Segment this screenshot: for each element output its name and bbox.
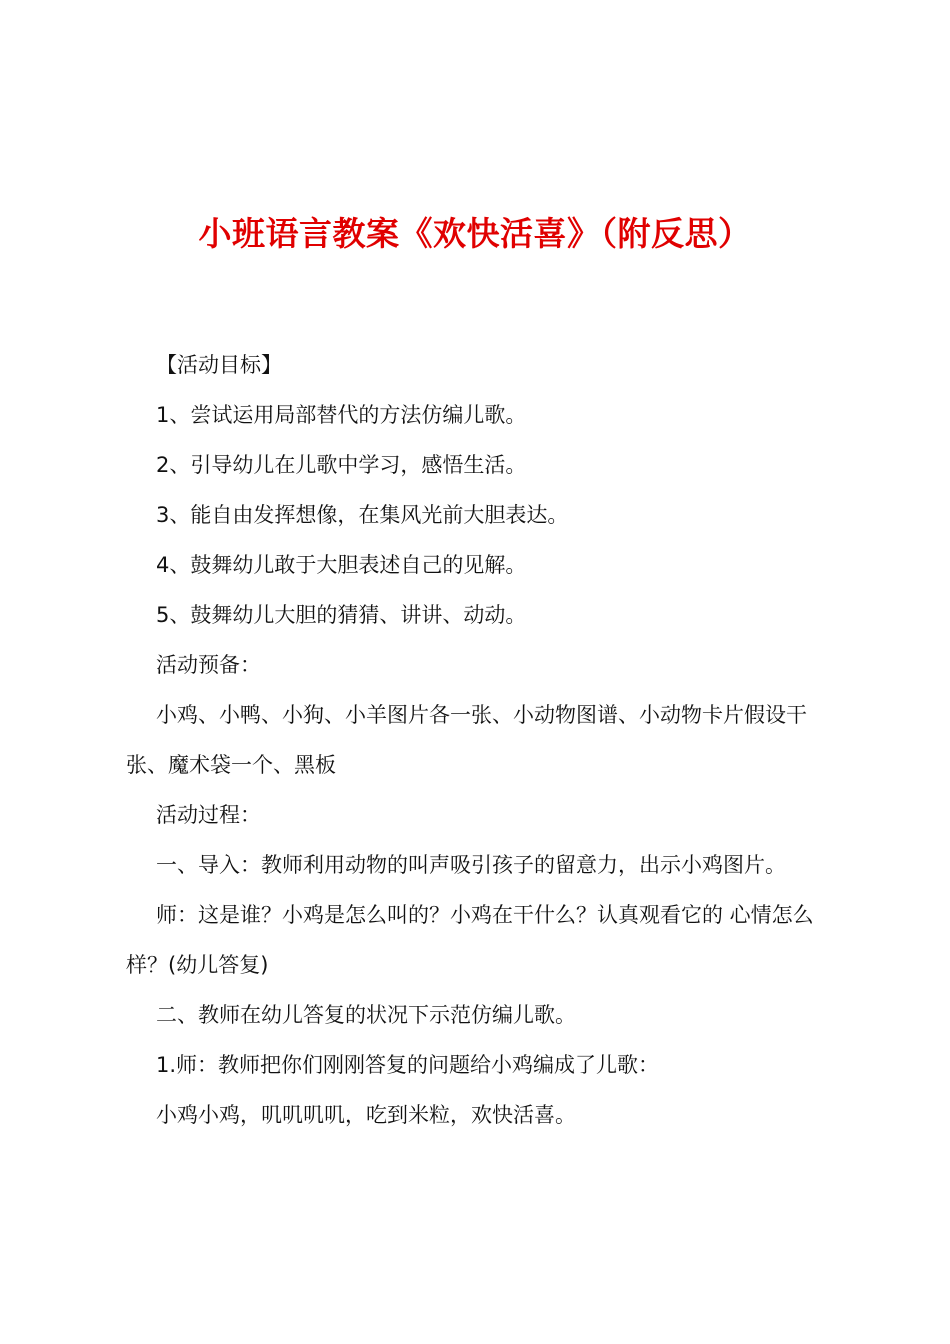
section-heading-preparation: 活动预备： [156, 653, 261, 677]
section-heading-goals: 【活动目标】 [156, 353, 282, 377]
goal-item-5: 5、鼓舞幼儿大胆的猜猜、讲讲、动动。 [156, 603, 527, 627]
goal-item-3: 3、能自由发挥想像，在集风光前大胆表达。 [156, 503, 569, 527]
preparation-text: 小鸡、小鸭、小狗、小羊图片各一张、小动物图谱、小动物卡片假设干张、魔术袋一个、黑板 [126, 703, 807, 777]
document-body [126, 340, 832, 1140]
goal-item-1: 1、尝试运用局部替代的方法仿编儿歌。 [156, 403, 527, 427]
goal-item-4: 4、鼓舞幼儿敢于大胆表述自己的见解。 [156, 553, 527, 577]
process-step-2: 二、教师在幼儿答复的状况下示范仿编儿歌。 [156, 1003, 576, 1027]
nursery-rhyme-line: 小鸡小鸡，叽叽叽叽，吃到米粒，欢快活喜。 [156, 1103, 576, 1127]
teacher-question: 师：这是谁？小鸡是怎么叫的？小鸡在干什么？认真观看它的 心情怎么样？(幼儿答复) [126, 903, 814, 977]
process-step-1: 一、导入：教师利用动物的叫声吸引孩子的留意力，出示小鸡图片。 [156, 853, 786, 877]
process-substep-1: 1.师：教师把你们刚刚答复的问题给小鸡编成了儿歌： [156, 1053, 660, 1077]
section-heading-process: 活动过程： [156, 803, 261, 827]
goal-item-2: 2、引导幼儿在儿歌中学习，感悟生活。 [156, 453, 527, 477]
document-title: 小班语言教案《欢快活喜》（附反思） [198, 214, 752, 253]
